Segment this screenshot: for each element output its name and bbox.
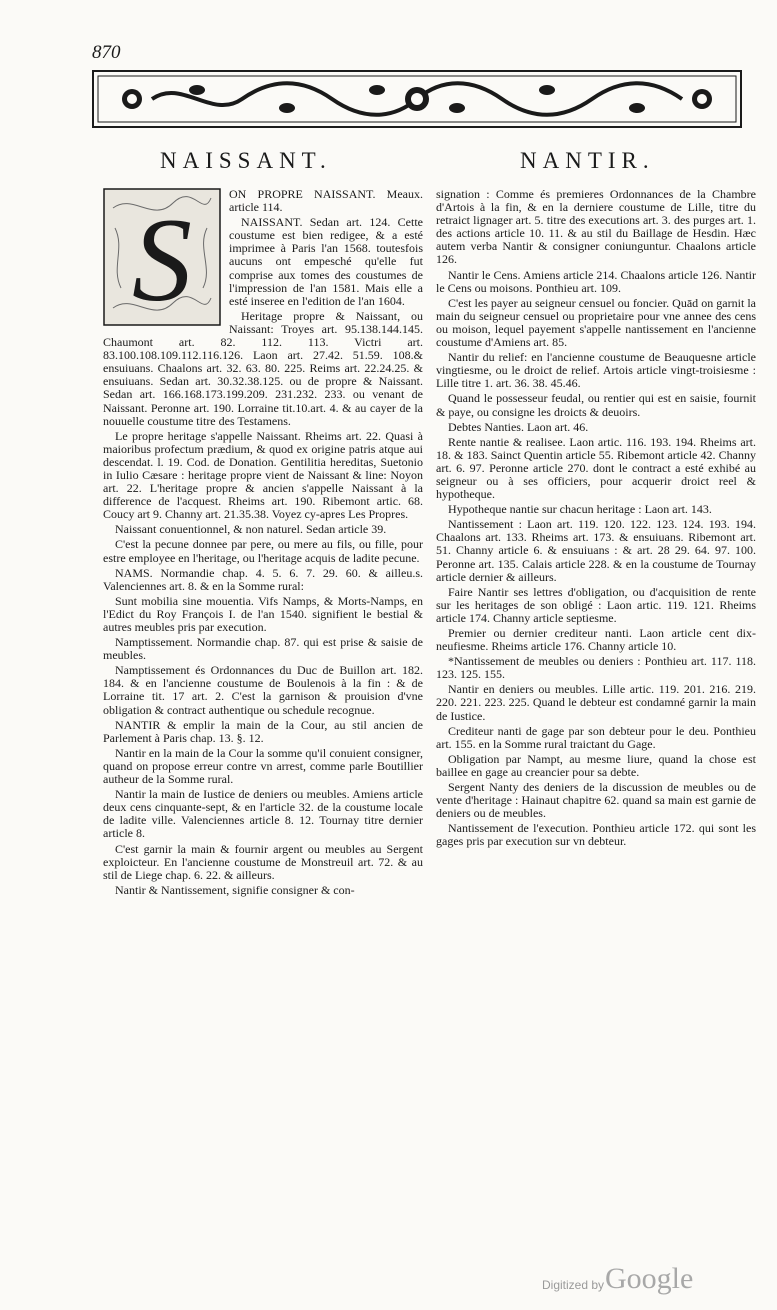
entry-nams: NAMS. Normandie chap. 4. 5. 6. 7. 29. 60. & ailleu.s. Valenciennes art. 8. & en la Somme rural: — [103, 565, 423, 593]
entry-signation: signation : Comme és premieres Ordonnances de la Chambre d'Artois à la fin, & en la derniere coustume de Lille, titre du retraict lignager art. 5. titre des executions art. 3. des purges art. 1. des actions article 10. 11. & au stil du Baillage de Hesdin. Hæc autem verba Nantir & consigner coniunguntur. Chaalons article 126. — [436, 187, 756, 267]
entry-on-propre-naissant: ON PROPRE NAISSANT. Meaux. article 114. — [229, 187, 423, 215]
entry-faire-nantir: Faire Nantir ses lettres d'obligation, ou d'acquisition de rente sur les heritages de son obligé : Laon artic. 119. 121. Rheims article 174. Channy article septiesme. — [436, 584, 756, 625]
entry-nantir-consigner: Nantir & Nantissement, signifie consigner & con- — [115, 882, 355, 897]
entry-nantissement-execution: Nantissement de l'execution. Ponthieu article 172. qui sont les gages pris par execution sur vn debteur. — [436, 821, 756, 849]
google-watermark — [542, 1262, 722, 1302]
entry-naissant-conuentionnel: Naissant conuentionnel, & non naturel. Sedan article 39. — [115, 522, 387, 537]
watermark-prefix: Digitized by — [542, 1278, 605, 1292]
ornamental-headpiece — [92, 70, 742, 128]
entry-sunt-mobilia: Sunt mobilia sine mouentia. Vifs Namps, & Morts-Namps, en l'Edict du Roy François I. de l'an 1540. signifient le bestial & autres meubles pris par execution. — [103, 593, 423, 634]
entry-nantir-iustice: Nantir la main de Iustice de deniers ou meubles. Amiens article deux cens cinquante-sept, & en l'article 32. de la coustume locale de ladite ville. Valenciennes article 8. 12. Tournay titre dernier article 8. — [103, 787, 423, 841]
left-column — [103, 188, 423, 899]
entry-naissant-sedan: NAISSANT. Sedan art. 124. Cette coustume est bien redigee, & a esté imprimee à Paris l'an 1568. toutesfois aucuns ont empesché qu'elle fut comprise aux tomes des coustumes de l'impression de l'an 1581. Mais elle a esté inseree en l'edition de l'an 1604. — [229, 215, 423, 308]
entry-nantissement-laon: Nantissement : Laon art. 119. 120. 122. 123. 124. 193. 194. Chaalons art. 133. Rheims art. 173. & ensuiuans. Ribemont art. 51. Channy article 6. & ensuiuans : & art. 28 29. 64. 97. 100. Peronne art. 135. Calais article 228. & en la coustume de Tournay article dernier & ailleurs. — [436, 517, 756, 584]
google-logo: Google — [605, 1262, 694, 1295]
entry-garnir-main: C'est garnir la main & fournir argent ou meubles au Sergent exploicteur. En l'ancienne coustume de Monstreuil art. 72. & au stil de Liege chap. 6. 22. & ailleurs. — [103, 841, 423, 882]
entry-nantir-cens: Nantir le Cens. Amiens article 214. Chaalons article 126. Nantir le Cens ou moisons. Ponthieu art. 109. — [436, 267, 756, 295]
entry-obligation-nampt: Obligation par Nampt, au mesme liure, quand la chose est baillee en gage au creancier pour sa debte. — [436, 751, 756, 779]
page-number: 870 — [92, 42, 121, 63]
entry-hypotheque-nantie: Hypotheque nantie sur chacun heritage : Laon art. 143. — [448, 502, 712, 517]
entry-nantir-emplir: NANTIR & emplir la main de la Cour, au stil ancien de Parlement à Paris chap. 13. §. 12. — [103, 717, 423, 745]
entry-debtes-nanties: Debtes Nanties. Laon art. 46. — [448, 419, 589, 434]
entry-nantissement-meubles: *Nantissement de meubles ou deniers : Ponthieu art. 117. 118. 123. 125. 155. — [436, 654, 756, 682]
entry-payer-seigneur: C'est les payer au seigneur censuel ou foncier. Quād on garnit la main du seigneur censuel ou proprietaire pour vne annee des cens ou moison, lequel payement s'appelle nantissement en l'ancienne coustume d'Amiens art. 85. — [436, 295, 756, 350]
entry-possesseur-feudal: Quand le possesseur feudal, ou rentier qui est en saisie, fournit & paye, ou consigne les droicts & deuoirs. — [436, 391, 756, 419]
entry-nantir-deniers: Nantir en deniers ou meubles. Lille artic. 119. 201. 216. 219. 220. 221. 223. 225. Quand le debteur est condamné garnir la main de Iustice. — [436, 682, 756, 723]
entry-rente-nantie: Rente nantie & realisee. Laon artic. 116. 193. 194. Rheims art. 18. & 183. Sainct Quentin article 55. Ribemont article 42. Channy art. 6. 97. Peronne article 270. dont le contract a esté exhibé au seigneur ou à ses officiers, pour acquerir droict reel & hypotheque. — [436, 434, 756, 502]
entry-heritage-propre: Heritage propre & Naissant, ou Naissant: Troyes art. 95.138.144.145. Chaumont art. 82. 112. 113. Victri art. 83.100.108.109.112.116.126. Laon art. 27.42. 51.59. 108.& ensuiuans. Chaalons art. 32. 63. 80. 225. Reims art. 22.24.25. & ensuiuans. Sedan art. 30.32.38.125. ou de propre & Naissant. Sedan art. 166.168.173.199.209. 231.232. 233. ou venant de Naissant. Peronne art. 190. Lorraine tit.10.art. 4. & au cayer de la nouuelle coustume titre des Testamens. — [103, 308, 423, 428]
entry-namptissement-buillon: Namptissement és Ordonnances du Duc de Buillon art. 182. 184. & en l'ancienne coustume de Boulenois à la fin : & de Lorraine tit. 17 art. 2. C'est la garnison & prouision d'vne obligation & contract authentique ou schedule recognue. — [103, 663, 423, 717]
entry-crediteur-nanti: Premier ou dernier crediteur nanti. Laon article cent dix-neufiesme. Rheims article 176. Channy article 10. — [436, 626, 756, 654]
entry-propre-heritage: Le propre heritage s'appelle Naissant. Rheims art. 22. Quasi à maioribus profectum prædium, & quod ex origine patris atque aui descendat. l. 19. Cod. de Donation. Gentilitia hereditas, Suetonio in Iulio Cæsare : heritage propre vient de Naissant & line: Noyon art. 22. L'heritage propre & ancien s'appelle Naissant à la difference de l'acquest. Rheims art. 190. Ribemont artic. 68. Coucy art 9. Channy art. 21.35.38. Voyez cy-apres Les Propres. — [103, 428, 423, 522]
right-column — [436, 188, 756, 851]
heading-right: NANTIR. — [520, 148, 655, 173]
entry-pecune: C'est la pecune donnee par pere, ou mere au fils, ou fille, pour estre employee en l'heritage, ou l'heritage acquis de ladite pecune. — [103, 537, 423, 565]
entry-nantir-relief: Nantir du relief: en l'ancienne coustume de Beauquesne article vingtiesme, ou le droict de relief. Artois article vingt-troisiesme : Lille titre 1. art. 36. 38. 45.46. — [436, 350, 756, 391]
entry-crediteur-gage: Crediteur nanti de gage par son debteur pour le deu. Ponthieu art. 155. en la Somme rural traictant du Gage. — [436, 723, 756, 751]
svg-text:S: S — [132, 193, 192, 326]
dropcap-letter — [103, 188, 221, 326]
heading-left: NAISSANT. — [160, 148, 332, 173]
entry-sergent-nanty: Sergent Nanty des deniers de la discussion de meubles ou de vente d'heritage : Hainaut chapitre 62. quand sa main est garnie de deniers ou de meubles. — [436, 780, 756, 821]
entry-nantir-cour: Nantir en la main de la Cour la somme qu'il conuient consigner, quand on propose erreur contre vn arrest, comme parle Boutillier autheur de la Somme rural. — [103, 745, 423, 787]
entry-namptissement-normandie: Namptissement. Normandie chap. 87. qui est prise & saisie de meubles. — [103, 635, 423, 663]
